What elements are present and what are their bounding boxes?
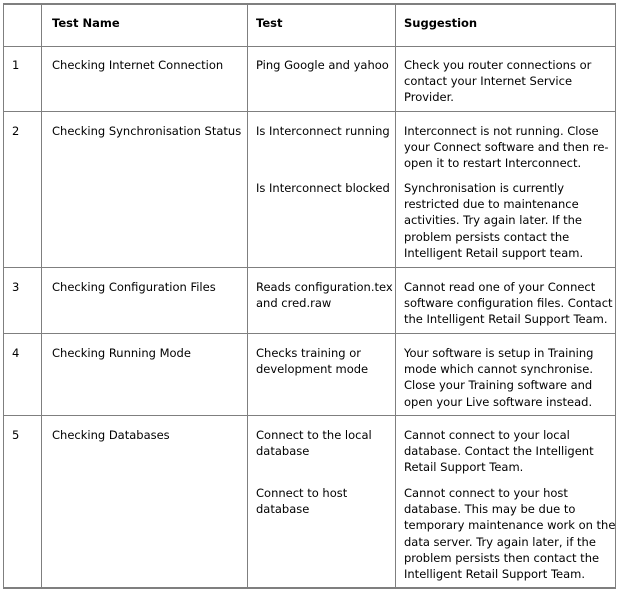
test-description: Is Interconnect running <box>256 124 390 138</box>
troubleshooting-table <box>3 3 616 589</box>
col-border <box>247 5 248 587</box>
row-number: 4 <box>12 346 20 360</box>
suggestion-text: Check you router connections or contact your Internet Service Provider. <box>404 58 592 105</box>
test-name: Checking Internet Connection <box>52 58 224 72</box>
suggestion-text: Synchronisation is currently restricted due to maintenance activities. Try again later. If the problem persists contact the Intelligent Retail support team. <box>404 181 584 260</box>
header-suggestion: Suggestion <box>404 16 478 30</box>
col-border <box>41 5 42 587</box>
suggestion-text: Cannot connect to your local database. Contact the Intelligent Retail Support Team. <box>404 428 594 475</box>
test-description: Connect to the local database <box>256 428 372 459</box>
test-description: Ping Google and yahoo <box>256 58 389 72</box>
row-border <box>3 46 616 47</box>
col-border <box>3 5 4 587</box>
suggestion-text: Cannot connect to your host database. This may be due to temporary maintenance work on the data server. Try again later, if the problem persists then contact the Intelligent Retail Support Team. <box>404 486 616 582</box>
row-border <box>3 111 616 112</box>
test-description: Connect to host database <box>256 486 348 517</box>
test-name: Checking Synchronisation Status <box>52 124 242 138</box>
row-number: 2 <box>12 124 20 138</box>
row-number: 5 <box>12 428 20 442</box>
header-test: Test <box>256 16 283 30</box>
suggestion-text: Interconnect is not running. Close your Connect software and then re- open it to restart Interconnect. <box>404 124 609 171</box>
test-description: Reads configuration.tex and cred.raw <box>256 280 393 311</box>
test-name: Checking Running Mode <box>52 346 191 360</box>
row-number: 1 <box>12 58 20 72</box>
test-description: Is Interconnect blocked <box>256 181 390 195</box>
suggestion-text: Cannot read one of your Connect software configuration files. Contact the Intelligent Retail Support Team. <box>404 280 613 327</box>
row-border <box>3 333 616 334</box>
test-name: Checking Databases <box>52 428 170 442</box>
suggestion-text: Your software is setup in Training mode which cannot synchronise. Close your Training software and open your Live software instead. <box>404 346 594 409</box>
test-name: Checking Configuration Files <box>52 280 216 294</box>
row-number: 3 <box>12 280 20 294</box>
row-border <box>3 415 616 416</box>
header-test-name: Test Name <box>52 16 120 30</box>
col-border <box>395 5 396 587</box>
test-description: Checks training or development mode <box>256 346 369 377</box>
row-border <box>3 267 616 268</box>
